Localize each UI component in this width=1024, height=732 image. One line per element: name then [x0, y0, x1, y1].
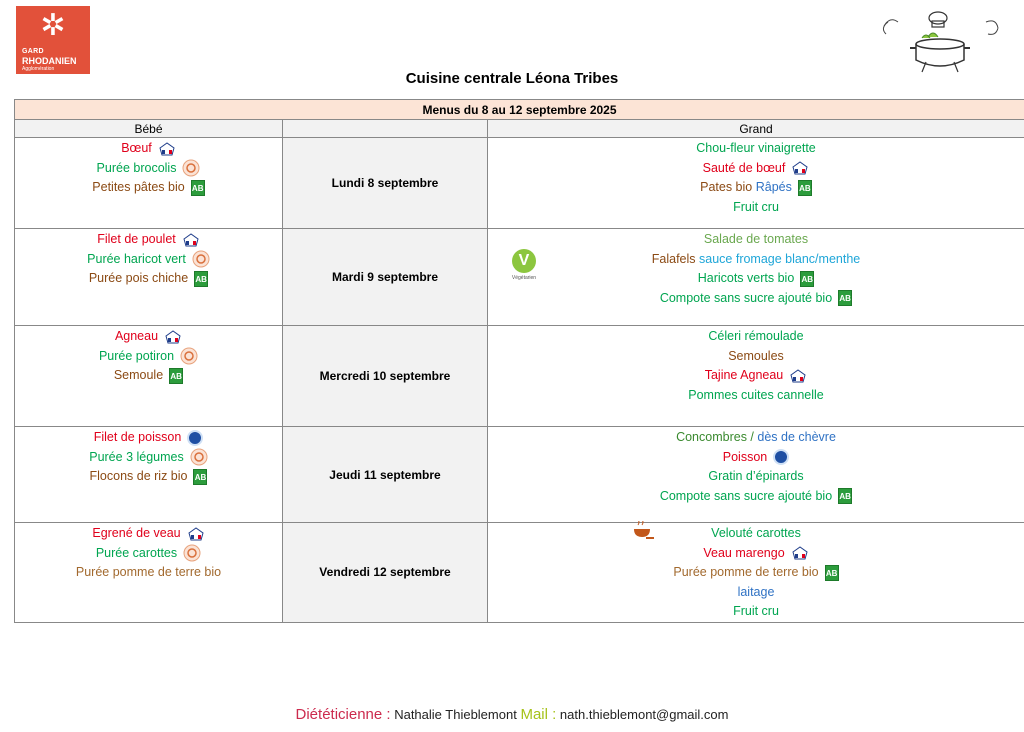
- organic-ab-icon: AB: [838, 488, 852, 504]
- day-label: Jeudi 11 septembre: [283, 427, 488, 523]
- organic-ab-icon: AB: [191, 180, 205, 196]
- dish-item: [488, 524, 1024, 544]
- dish-text: Semoules: [728, 348, 784, 363]
- dish-item: [488, 386, 1024, 406]
- dish-text: Veau marengo: [703, 545, 785, 560]
- dish-item: [15, 159, 282, 179]
- organic-ab-icon: AB: [193, 469, 207, 485]
- dish-item: [15, 366, 282, 386]
- header-middle: [283, 120, 488, 138]
- dish-text: Purée 3 légumes: [89, 449, 184, 464]
- logo-line1: GARD: [22, 48, 44, 55]
- banner-row: [15, 100, 1024, 120]
- page-title: Cuisine centrale Léona Tribes: [405, 70, 619, 87]
- days.3.bebe-cell: [15, 427, 283, 523]
- dish-item: [488, 602, 1024, 622]
- dish-item: [488, 269, 1024, 289]
- days.4.bebe-cell: [15, 523, 283, 623]
- dish-item: [15, 524, 282, 544]
- menu-table: [14, 99, 1024, 623]
- homemade-icon: [190, 448, 208, 466]
- dish-text: Purée haricot vert: [87, 251, 186, 266]
- organic-ab-icon: AB: [838, 290, 852, 306]
- dish-text: laitage: [737, 584, 775, 599]
- footer-email[interactable]: nath.thieblemont@gmail.com: [559, 707, 729, 722]
- dish-text: Velouté carottes: [711, 526, 801, 540]
- day-row: [15, 326, 1024, 427]
- dish-text: Compote sans sucre ajouté bio: [659, 290, 833, 305]
- dish-text: Filet de poulet: [97, 232, 176, 246]
- vegetarian-icon: V Végétarien: [508, 249, 540, 287]
- dish-text: Tajine Agneau: [704, 368, 784, 382]
- dish-text: Chou-fleur vinaigrette: [696, 141, 816, 155]
- dish-item: [488, 347, 1024, 367]
- french-meat-icon: [187, 527, 205, 541]
- dish-text: Egrené de veau: [92, 526, 181, 540]
- homemade-icon: [183, 544, 201, 562]
- dish-item: [488, 139, 1024, 159]
- logo-line3: Agglomération: [22, 66, 55, 72]
- french-meat-icon: [158, 142, 176, 156]
- day-label: Vendredi 12 septembre: [283, 523, 488, 623]
- dish-text: Salade de tomates: [703, 232, 809, 246]
- dish-text: Petites pâtes bio: [92, 180, 185, 194]
- header-grand: Grand: [488, 120, 1024, 138]
- days.0.grand-cell: [488, 138, 1024, 229]
- dish-text: Purée pomme de terre bio: [673, 565, 819, 579]
- days.4.grand-cell: [488, 523, 1024, 623]
- dish-item: [488, 159, 1024, 179]
- dish-text: Filet de poisson: [93, 430, 182, 444]
- dish-item: [488, 289, 1024, 309]
- organic-ab-icon: AB: [825, 565, 839, 581]
- dish-item: [488, 467, 1024, 487]
- logo-line2: RHODANIEN: [22, 56, 77, 66]
- dish-item: [488, 563, 1024, 583]
- organic-ab-icon: AB: [800, 271, 814, 287]
- dish-item: [488, 230, 1024, 250]
- day-label: Mercredi 10 septembre: [283, 326, 488, 427]
- dish-item: [15, 347, 282, 367]
- days.2.grand-cell: [488, 326, 1024, 427]
- french-meat-icon: [182, 233, 200, 247]
- french-meat-icon: [164, 330, 182, 344]
- chef-pot-illustration-icon: [876, 4, 1004, 78]
- footer-mail-label: Mail :: [520, 706, 557, 723]
- dish-item: [488, 178, 1024, 198]
- soup-bowl-icon: [632, 521, 654, 543]
- dish-text: Gratin d’épinards: [708, 469, 804, 483]
- dish-item: [15, 563, 282, 583]
- days.1.grand-cell: [488, 229, 1024, 326]
- dish-text: Agneau: [114, 329, 159, 343]
- dish-item: [15, 178, 282, 198]
- day-label: Lundi 8 septembre: [283, 138, 488, 229]
- dish-item: [15, 250, 282, 270]
- dish-text: Flocons de riz bio: [89, 469, 188, 483]
- dish-item: [15, 269, 282, 289]
- footer: [0, 706, 1024, 723]
- dish-extra-text: sauce fromage blanc/menthe: [699, 251, 861, 266]
- dish-extra-text: Râpés: [755, 180, 792, 194]
- day-label: Mardi 9 septembre: [283, 229, 488, 326]
- organic-ab-icon: AB: [798, 180, 812, 196]
- dish-item: [488, 428, 1024, 448]
- dish-text: Pates bio: [700, 180, 753, 194]
- french-meat-icon: [789, 369, 807, 383]
- day-row: [15, 523, 1024, 623]
- footer-dietitian-name: Nathalie Thieblemont: [394, 707, 517, 722]
- dish-text: Purée carottes: [95, 545, 178, 560]
- dish-text: Purée pois chiche: [88, 271, 189, 285]
- blue-fish-icon: [773, 449, 789, 465]
- dish-item: [15, 230, 282, 250]
- day-row: [15, 138, 1024, 229]
- homemade-icon: [192, 250, 210, 268]
- day-row: [15, 427, 1024, 523]
- dish-text: Purée pomme de terre bio: [75, 565, 222, 579]
- french-meat-icon: [791, 546, 809, 560]
- footer-dietitian-label: Diététicienne :: [295, 706, 391, 723]
- dish-item: [488, 487, 1024, 507]
- dish-text: Fruit cru: [733, 604, 779, 618]
- blue-fish-icon: [187, 430, 203, 446]
- dish-text: Fruit cru: [733, 199, 779, 214]
- vegetarian-label: Végétarien: [511, 275, 537, 281]
- dish-item: [15, 448, 282, 468]
- organic-ab-icon: AB: [194, 271, 208, 287]
- dish-extra-text: dès de chèvre: [757, 430, 836, 444]
- dish-item: [15, 428, 282, 448]
- dish-text: Haricots verts bio: [697, 271, 795, 285]
- dish-item: [488, 448, 1024, 468]
- dish-text: Purée brocolis: [96, 160, 177, 175]
- dish-item: [488, 198, 1024, 218]
- homemade-icon: [182, 159, 200, 177]
- dish-item: [15, 327, 282, 347]
- header-row: [15, 120, 1024, 138]
- homemade-icon: [180, 347, 198, 365]
- week-banner: Menus du 8 au 12 septembre 2025: [15, 100, 1024, 120]
- dish-text: Poisson: [722, 449, 768, 464]
- gard-rhodanien-logo: [16, 6, 90, 74]
- french-meat-icon: [791, 161, 809, 175]
- dish-item: [488, 327, 1024, 347]
- dish-text: Concombres /: [676, 430, 754, 444]
- dish-item: [488, 544, 1024, 564]
- dish-text: Sauté de bœuf: [702, 160, 786, 175]
- dish-item: [15, 544, 282, 564]
- logo-mark-icon: ✲: [40, 9, 66, 42]
- dish-text: Compote sans sucre ajouté bio: [659, 488, 833, 503]
- dish-item: [488, 366, 1024, 386]
- organic-ab-icon: AB: [169, 368, 183, 384]
- days.2.bebe-cell: [15, 326, 283, 427]
- dish-text: Falafels: [651, 251, 696, 266]
- days.0.bebe-cell: [15, 138, 283, 229]
- day-row: [15, 229, 1024, 326]
- dish-item: [488, 250, 1024, 270]
- dish-text: Céleri rémoulade: [708, 329, 804, 343]
- dish-item: [15, 467, 282, 487]
- header-bebe: Bébé: [15, 120, 283, 138]
- dish-item: [15, 139, 282, 159]
- dish-text: Pommes cuites cannelle: [688, 387, 824, 402]
- dish-item: [488, 583, 1024, 603]
- dish-text: Bœuf: [121, 141, 152, 155]
- dish-text: Semoule: [113, 368, 164, 382]
- days.1.bebe-cell: [15, 229, 283, 326]
- dish-text: Purée potiron: [98, 348, 175, 363]
- days.3.grand-cell: [488, 427, 1024, 523]
